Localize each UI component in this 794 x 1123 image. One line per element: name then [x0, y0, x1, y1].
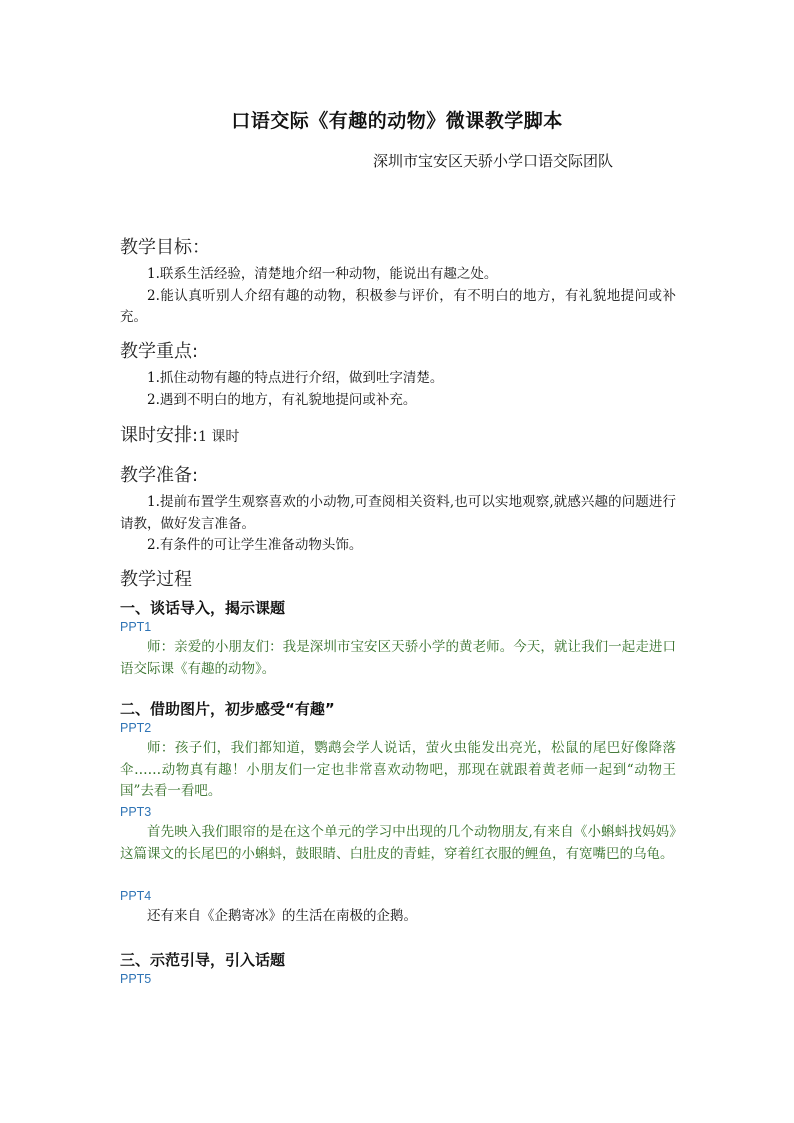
- author-team: 深圳市宝安区天骄小学口语交际团队: [373, 152, 614, 170]
- slide-label-ppt3: PPT3: [120, 805, 152, 819]
- slide-label-ppt4: PPT4: [120, 889, 152, 903]
- objectives-list: [120, 264, 676, 329]
- schedule-value: 1 课时: [198, 429, 240, 445]
- objectives-heading: 教学目标：: [120, 237, 210, 258]
- slide-paragraph: 首先映入我们眼帘的是在这个单元的学习中出现的几个动物朋友,有来自《小蝌蚪找妈妈》这篇课文的长尾巴的小蝌蚪，鼓眼睛、白肚皮的青蛙，穿着红衣服的鲤鱼，有宽嘴巴的乌龟。: [120, 824, 676, 862]
- slide-text-ppt1: [120, 637, 676, 680]
- preparation-list: [120, 492, 676, 557]
- key-point-item-2: 2.遇到不明白的地方，有礼貌地提问或补充。: [147, 391, 417, 408]
- slide-label-ppt5: PPT5: [120, 972, 152, 986]
- process-heading: 教学过程: [120, 569, 192, 590]
- slide-label-ppt1: PPT1: [120, 620, 152, 634]
- slide-text-ppt2: [120, 738, 676, 803]
- objective-item-1: 1.联系生活经验，清楚地介绍一种动物，能说出有趣之处。: [147, 266, 498, 282]
- key-points-list: [120, 368, 676, 411]
- slide-label-ppt2: PPT2: [120, 721, 152, 735]
- slide-paragraph: 师：亲爱的小朋友们：我是深圳市宝安区天骄小学的黄老师。今天，就让我们一起走进口语交际课《有趣的动物》。: [120, 639, 676, 677]
- preparation-item-2: 2.有条件的可让学生准备动物头饰。: [147, 537, 363, 553]
- slide-text-ppt3: [120, 822, 676, 865]
- slide-text-ppt4: [120, 906, 676, 928]
- key-point-item-1: 1.抓住动物有趣的特点进行介绍，做到吐字清楚。: [147, 370, 444, 386]
- objective-item-2: 2.能认真听别人介绍有趣的动物，积极参与评价，有不明白的地方，有礼貌地提问或补充。: [120, 287, 676, 325]
- page-title: 口语交际《有趣的动物》微课教学脚本: [231, 110, 563, 132]
- section-1-title: 一、谈话导入，揭示课题: [120, 599, 286, 617]
- preparation-item-1: 1.提前布置学生观察喜欢的小动物,可查阅相关资料,也可以实地观察,就感兴趣的问题进行请教，做好发言准备。: [120, 494, 676, 532]
- schedule-heading: 课时安排:: [120, 425, 199, 446]
- key-points-heading: 教学重点:: [120, 341, 199, 362]
- section-3-title: 三、示范引导，引入话题: [120, 951, 286, 969]
- schedule-line: [120, 421, 239, 447]
- preparation-heading: 教学准备:: [120, 465, 199, 486]
- section-2-title: 二、借助图片，初步感受“有趣”: [120, 700, 335, 718]
- slide-paragraph: 还有来自《企鹅寄冰》的生活在南极的企鹅。: [147, 908, 417, 924]
- slide-paragraph: 师：孩子们，我们都知道，鹦鹉会学人说话，萤火虫能发出亮光，松鼠的尾巴好像降落伞……动物真有趣！小朋友们一定也非常喜欢动物吧，那现在就跟着黄老师一起到“动物王国”去看一看吧。: [120, 740, 676, 799]
